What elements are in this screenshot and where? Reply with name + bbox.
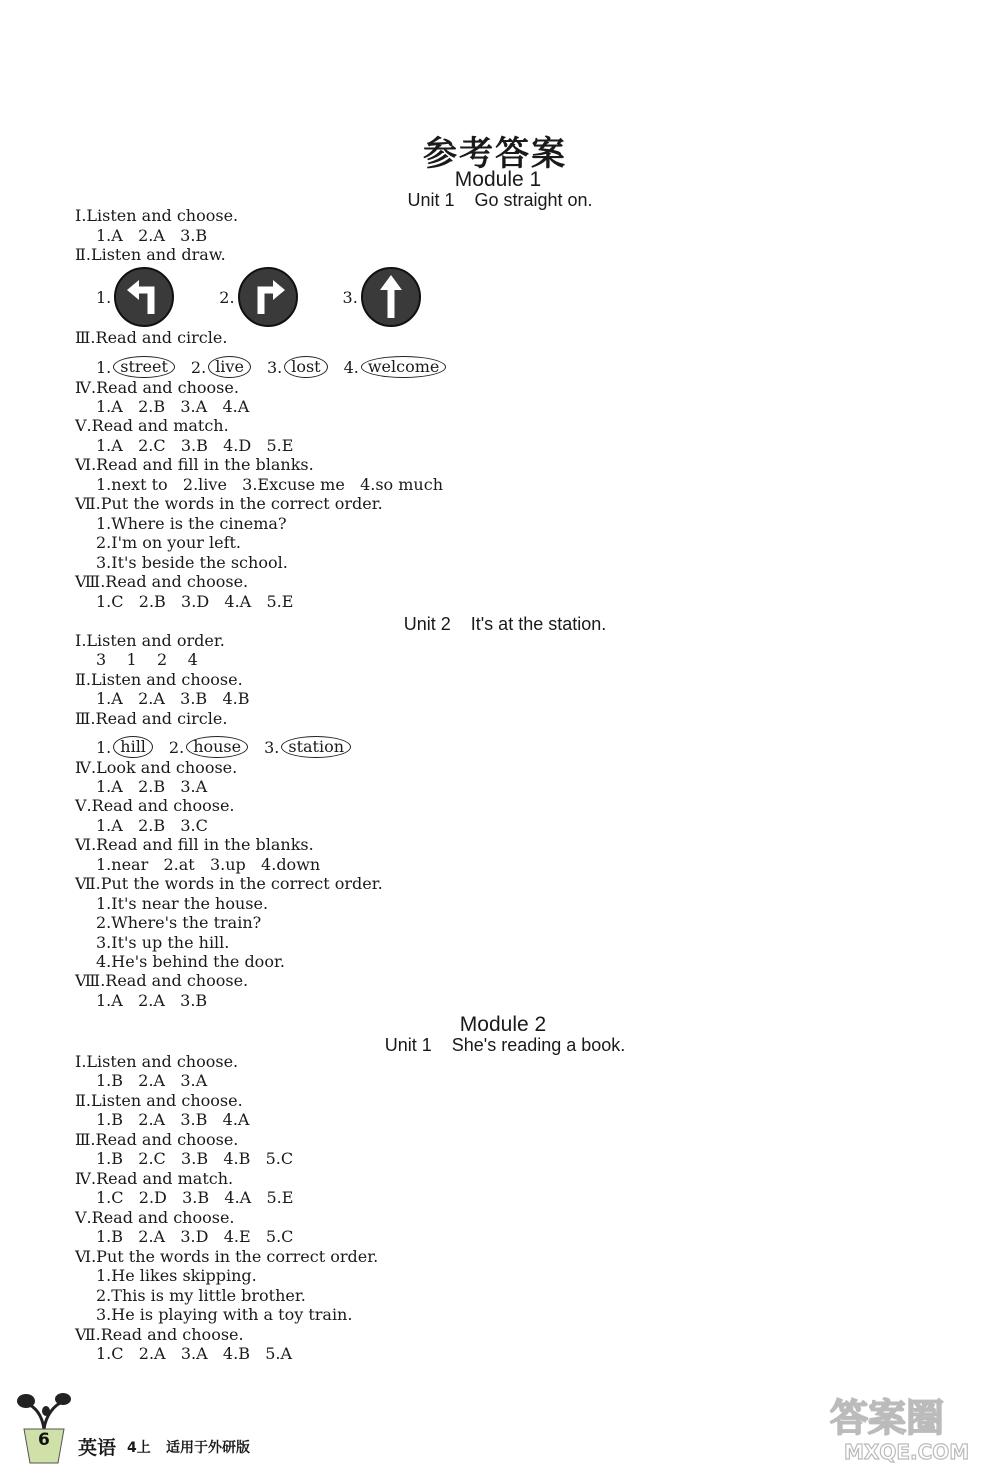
module1-unit2-title: Unit 2 It's at the station.: [403, 614, 607, 634]
m1u1-s3-label: Ⅲ.Read and circle.: [75, 328, 228, 347]
circle-number: 3.: [266, 357, 283, 377]
direction-signs-row: [96, 266, 466, 328]
m1u2-s3-circled-row: [96, 736, 367, 758]
m1u2-s7-line: 2.Where's the train?: [96, 913, 262, 932]
circled-word: lost: [284, 356, 327, 378]
m2u1-s2-answers: 1.B 2.A 3.B 4.A: [96, 1110, 250, 1129]
m1u1-s2-label: Ⅱ.Listen and draw.: [75, 245, 226, 264]
straight-arrow-icon: [360, 266, 422, 328]
svg-text:答案圈: 答案圈: [830, 1396, 945, 1440]
m1u2-s4-label: Ⅳ.Look and choose.: [75, 758, 238, 777]
m1u2-s1-answers: 3 1 2 4: [96, 650, 198, 669]
circled-word: welcome: [361, 356, 447, 378]
m1u2-s7-line: 4.He's behind the door.: [96, 952, 285, 971]
m2u1-s5-label: Ⅴ.Read and choose.: [75, 1208, 235, 1227]
turn-left-arrow-icon: [113, 266, 175, 328]
m1u1-s1-label: Ⅰ.Listen and choose.: [75, 206, 239, 225]
m1u1-s4-label: Ⅳ.Read and choose.: [75, 378, 239, 397]
m2u1-s6-label: Ⅵ.Put the words in the correct order.: [75, 1247, 379, 1266]
footer-subject: 英语: [78, 1437, 117, 1459]
m2u1-s3-label: Ⅲ.Read and choose.: [75, 1130, 239, 1149]
m1u2-s1-label: Ⅰ.Listen and order.: [75, 631, 225, 650]
m1u1-s5-answers: 1.A 2.C 3.B 4.D 5.E: [96, 436, 294, 455]
circled-word: house: [186, 736, 248, 758]
m2u1-s2-label: Ⅱ.Listen and choose.: [75, 1091, 243, 1110]
circled-word: street: [113, 356, 175, 378]
m2u1-s6-line: 3.He is playing with a toy train.: [96, 1305, 353, 1324]
m1u2-s2-label: Ⅱ.Listen and choose.: [75, 670, 243, 689]
watermark-logo-icon: [826, 1385, 992, 1465]
m1u2-s5-answers: 1.A 2.B 3.C: [96, 816, 208, 835]
m1u1-s6-label: Ⅵ.Read and fill in the blanks.: [75, 455, 314, 474]
m1u1-s8-label: Ⅷ.Read and choose.: [75, 572, 249, 591]
m2u1-s1-label: Ⅰ.Listen and choose.: [75, 1052, 239, 1071]
m1u2-s2-answers: 1.A 2.A 3.B 4.B: [96, 689, 250, 708]
sign-number: 3.: [342, 287, 358, 307]
m1u2-s3-label: Ⅲ.Read and circle.: [75, 709, 228, 728]
circled-word: station: [281, 736, 351, 758]
m1u1-s3-circled-row: [96, 356, 462, 378]
m1u2-s7-label: Ⅶ.Put the words in the correct order.: [75, 874, 383, 893]
m1u1-s1-answers: 1.A 2.A 3.B: [96, 226, 208, 245]
m2u1-s4-label: Ⅳ.Read and match.: [75, 1169, 234, 1188]
footer-edition: 适用于外研版: [166, 1440, 250, 1456]
m2u1-s6-line: 1.He likes skipping.: [96, 1266, 257, 1285]
m1u2-s7-line: 1.It's near the house.: [96, 894, 269, 913]
m1u2-s6-label: Ⅵ.Read and fill in the blanks.: [75, 835, 314, 854]
m1u2-s8-answers: 1.A 2.A 3.B: [96, 991, 208, 1010]
m1u1-s7-label: Ⅶ.Put the words in the correct order.: [75, 494, 383, 513]
sign-number: 2.: [219, 287, 235, 307]
m2u1-s4-answers: 1.C 2.D 3.B 4.A 5.E: [96, 1188, 294, 1207]
sign-number: 1.: [96, 287, 112, 307]
m1u1-s7-line: 1.Where is the cinema?: [96, 514, 287, 533]
circle-number: 1.: [96, 737, 112, 757]
m2u1-s5-answers: 1.B 2.A 3.D 4.E 5.C: [96, 1227, 294, 1246]
m2u1-s6-line: 2.This is my little brother.: [96, 1286, 306, 1305]
module2-title: Module 2: [459, 1013, 547, 1036]
m1u1-s8-answers: 1.C 2.B 3.D 4.A 5.E: [96, 592, 294, 611]
m2u1-s3-answers: 1.B 2.C 3.B 4.B 5.C: [96, 1149, 294, 1168]
page-number: 6: [38, 1430, 50, 1450]
sign-item-1: [96, 266, 175, 328]
circled-word: hill: [113, 736, 153, 758]
m2u1-s7-label: Ⅶ.Read and choose.: [75, 1325, 244, 1344]
m1u1-s7-line: 2.I'm on your left.: [96, 533, 241, 552]
turn-right-arrow-icon: [237, 266, 299, 328]
m1u2-s6-answers: 1.near 2.at 3.up 4.down: [96, 855, 321, 874]
m1u2-s5-label: Ⅴ.Read and choose.: [75, 796, 235, 815]
m1u2-s4-answers: 1.A 2.B 3.A: [96, 777, 208, 796]
circle-number: 1.: [96, 357, 112, 377]
module1-unit1-title: Unit 1 Go straight on.: [407, 190, 593, 210]
m1u1-s7-line: 3.It's beside the school.: [96, 553, 288, 572]
footer-grade: 4上: [127, 1440, 151, 1456]
svg-text:MXQE.COM: MXQE.COM: [844, 1440, 970, 1464]
module1-title: Module 1: [454, 168, 542, 191]
sign-item-3: [343, 266, 422, 328]
circled-word: live: [208, 356, 251, 378]
m1u2-s8-label: Ⅷ.Read and choose.: [75, 971, 249, 990]
circle-number: 2.: [168, 737, 185, 757]
m1u1-s6-answers: 1.next to 2.live 3.Excuse me 4.so much: [96, 475, 443, 494]
m2u1-s7-answers: 1.C 2.A 3.A 4.B 5.A: [96, 1344, 293, 1363]
circle-number: 4.: [343, 357, 359, 377]
sign-item-2: [219, 266, 298, 328]
circle-number: 2.: [190, 357, 207, 377]
page-title: 参考答案: [423, 134, 567, 174]
m2u1-s1-answers: 1.B 2.A 3.A: [96, 1071, 208, 1090]
circle-number: 3.: [264, 737, 280, 757]
m1u1-s4-answers: 1.A 2.B 3.A 4.A: [96, 397, 250, 416]
m1u2-s7-line: 3.It's up the hill.: [96, 933, 230, 952]
page-footer: [0, 1385, 1000, 1471]
module2-unit1-title: Unit 1 She's reading a book.: [384, 1035, 626, 1055]
m1u1-s5-label: Ⅴ.Read and match.: [75, 416, 229, 435]
